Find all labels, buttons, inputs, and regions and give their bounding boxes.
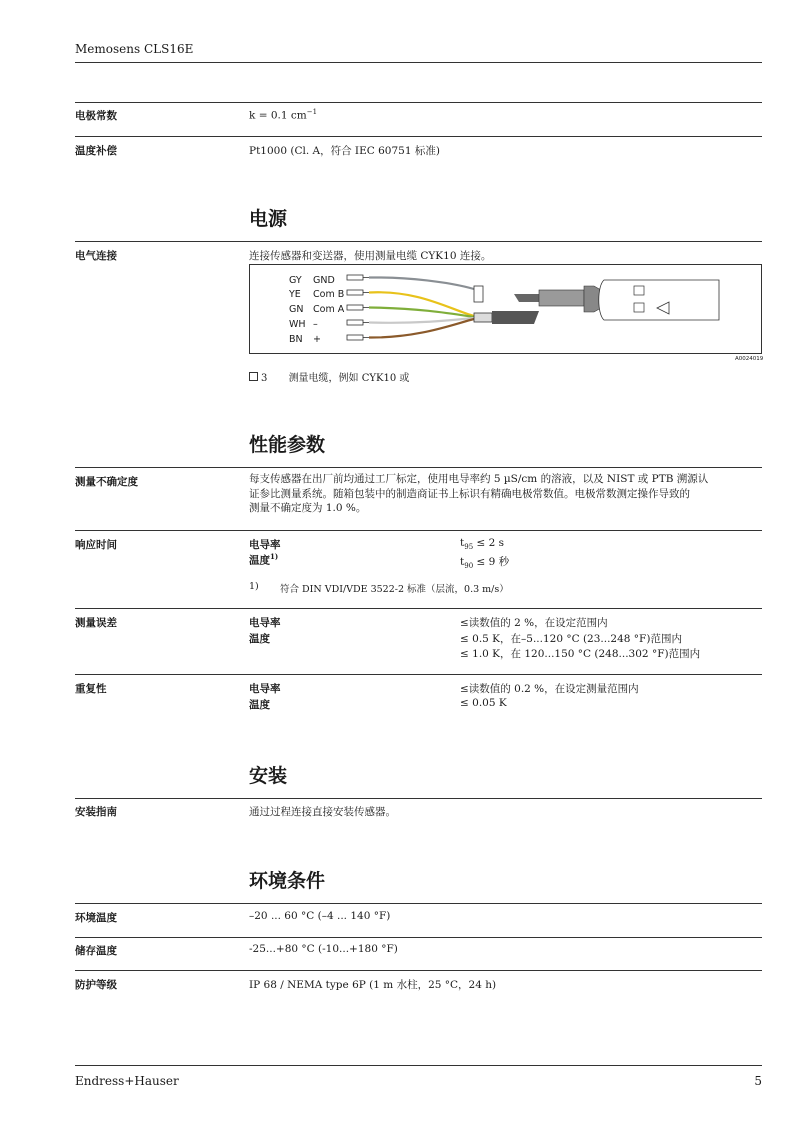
section-heading-environment: 环境条件 [249,870,326,892]
row-label-electrical: 电气连接 [75,250,117,262]
error-temp-value-2: ≤ 1.0 K，在 120...150 °C (248...302 °F)范围内 [460,648,701,660]
section-heading-power: 电源 [249,208,288,230]
repeat-conductivity-value: ≤读数值的 0.2 %，在设定测量范围内 [460,683,639,695]
error-temp-name: 温度 [249,633,270,645]
wire-code-bn: BN [289,334,303,345]
divider [75,241,762,242]
footnote-num: 1) [249,581,259,592]
repeat-conductivity-name: 电导率 [249,683,281,695]
divider [75,136,762,137]
row-value-temp-comp: Pt1000 (Cl. A，符合 IEC 60751 标准) [249,145,440,157]
section-heading-installation: 安装 [249,765,288,787]
repeat-temp-value: ≤ 0.05 K [460,697,507,709]
row-label-response: 响应时间 [75,539,117,551]
row-value-protection: IP 68 / NEMA type 6P (1 m 水柱，25 °C，24 h) [249,979,497,991]
divider [75,102,762,103]
figure-caption-text: 测量电缆，例如 CYK10 或 [288,373,410,384]
wire-code-wh: WH [289,319,306,330]
footer-rule [75,1065,762,1066]
wire-code-gn: GN [289,304,304,315]
divider [75,798,762,799]
row-label-storage: 储存温度 [75,945,117,957]
response-temp-name: 温度$^{1)}$ [249,552,279,567]
row-value-install: 通过过程连接直接安装传感器。 [249,806,396,818]
figure-id: A0024019 [735,356,764,362]
wire-code-gy: GY [289,275,302,286]
wire-name-ye: Com B [313,289,345,300]
row-label-cell-constant: 电极常数 [75,110,117,122]
row-label-uncertainty: 测量不确定度 [75,476,138,488]
section-heading-performance: 性能参数 [249,434,326,456]
row-label-temp-comp: 温度补偿 [75,145,117,157]
footer-company: Endress+Hauser [75,1074,179,1088]
response-conductivity-value: $t_{95} \le 2$ s [460,537,505,552]
row-label-ambient: 环境温度 [75,912,117,924]
divider [75,674,762,675]
repeat-temp-name: 温度 [249,699,270,711]
page-number: 5 [754,1074,762,1088]
divider [75,903,762,904]
wiring-diagram [249,264,762,354]
header-title: Memosens CLS16E [75,42,194,56]
row-value-storage: -25...+80 °C (-10...+180 °F) [249,943,398,955]
wire-wh [369,318,474,323]
wire-name-wh: – [313,319,318,330]
wire-gy [369,277,474,289]
error-conductivity-value: ≤读数值的 2 %，在设定范围内 [460,617,608,629]
wire-gn [369,308,474,318]
wire-ye [369,292,474,316]
wire-code-ye: YE [289,289,301,300]
error-conductivity-name: 电导率 [249,617,281,629]
wire-name-bn: + [313,334,321,345]
figure-caption [249,369,409,384]
response-temp-value: $t_{90} \le 9$ 秒 [460,556,510,571]
divider [75,970,762,971]
row-value-uncertainty: 每支传感器在出厂前均通过工厂标定，使用电导率约 5 µS/cm 的溶液，以及 NIST 或 PTB 溯源认 证参比测量系统。随箱包装中的制造商证书上标识有精确电极常数值。电极常数测定操作导致的 测量不确定度为 1.0 %。 [249,473,709,514]
row-label-install: 安装指南 [75,806,117,818]
response-conductivity-name: 电导率 [249,539,281,551]
row-label-error: 测量误差 [75,617,117,629]
figure-caption-icon [249,372,258,381]
divider [75,937,762,938]
wiring-figure [249,264,762,354]
row-value-ambient: –20 ... 60 °C (–4 ... 140 °F) [249,910,391,922]
wire-name-gy: GND [313,275,335,286]
row-value-cell-constant: k = 0.1 $cm^{-1}$ [249,108,318,122]
header-rule [75,62,762,63]
figure-caption-num: 3 [261,373,268,384]
error-temp-value-1: ≤ 0.5 K，在–5...120 °C (23...248 °F)范围内 [460,633,682,645]
divider [75,530,762,531]
divider [75,467,762,468]
row-label-repeatability: 重复性 [75,683,107,695]
row-value-electrical: 连接传感器和变送器，使用测量电缆 CYK10 连接。 [249,250,492,262]
footnote-text: 符合 DIN VDI/VDE 3522-2 标准（层流，0.3 m/s） [280,584,509,595]
divider [75,608,762,609]
wire-name-gn: Com A [313,304,345,315]
row-label-protection: 防护等级 [75,979,117,991]
